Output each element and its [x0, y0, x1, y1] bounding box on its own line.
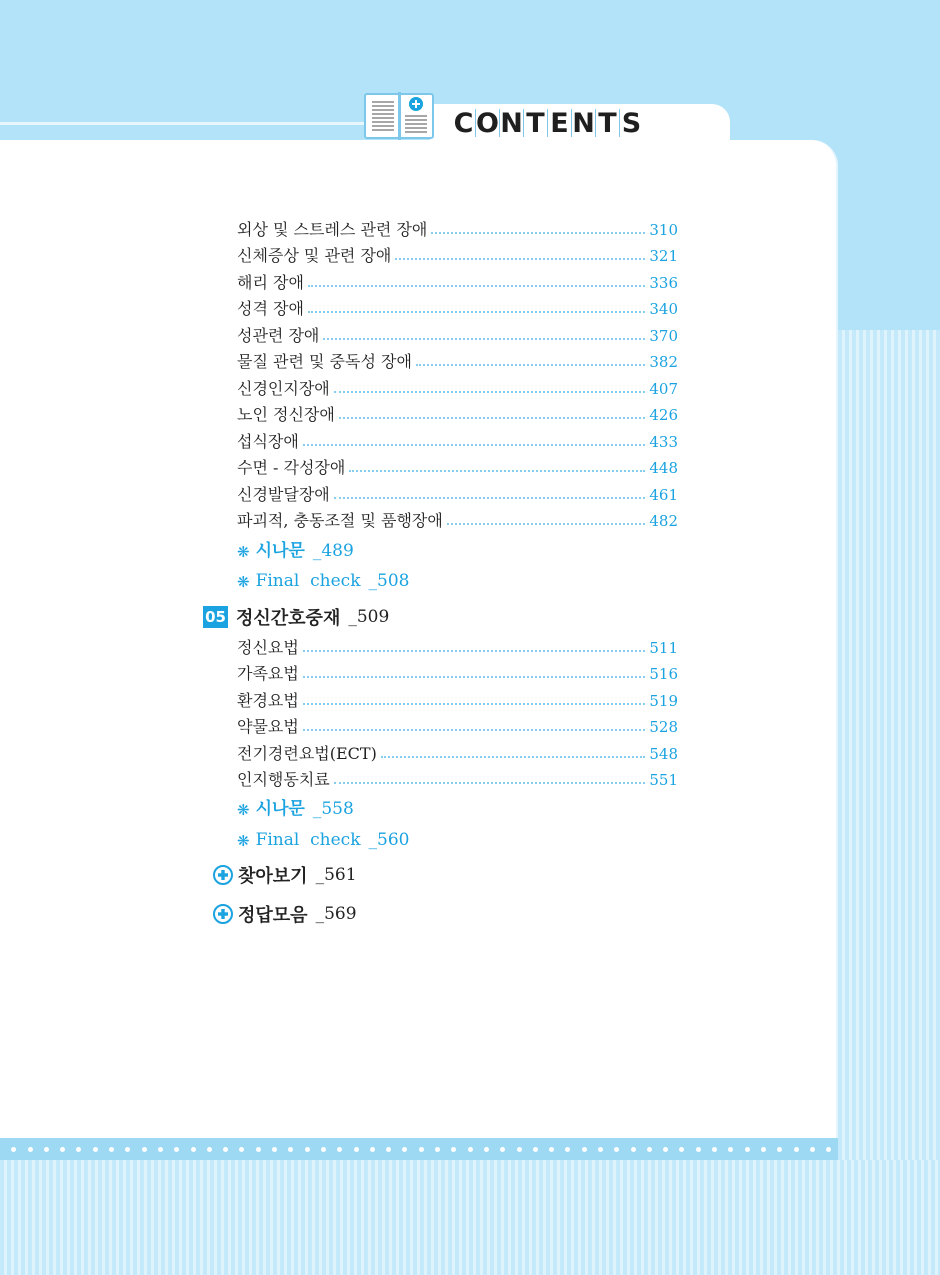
dot-leader [334, 497, 646, 499]
decorative-dot [679, 1147, 684, 1152]
decorative-dot [28, 1147, 33, 1152]
toc-entry-page: 516 [649, 665, 678, 683]
dot-leader [447, 523, 646, 525]
toc-entry-page: 511 [649, 639, 678, 657]
toc-entry[interactable] [237, 660, 678, 684]
decorative-dot [223, 1147, 228, 1152]
title-letter: N [500, 107, 523, 139]
decorative-dot [60, 1147, 65, 1152]
decorative-dot [794, 1147, 799, 1152]
toc-entry-label: 신경발달장애 [237, 485, 330, 504]
dot-leader [303, 650, 646, 652]
final-check-page: _560 [368, 830, 410, 850]
dot-leader [323, 338, 645, 340]
toc-entry-label: 인지행동치료 [237, 770, 330, 789]
appendix-page: _569 [315, 904, 357, 924]
dot-leader [303, 444, 646, 446]
bottom-stripe-background [0, 1160, 940, 1275]
dot-leader [339, 417, 646, 419]
decorative-dot [533, 1147, 538, 1152]
dot-leader [308, 311, 645, 313]
dot-leader [334, 391, 646, 393]
title-letter: T [598, 107, 617, 139]
decorative-dot [11, 1147, 16, 1152]
decorative-dot [582, 1147, 587, 1152]
chapter-number-badge: 05 [203, 606, 228, 628]
toc-entry-page: 336 [649, 274, 678, 292]
appendix-page: _561 [315, 865, 357, 885]
toc-entry-page: 433 [649, 433, 678, 451]
dot-leader [349, 470, 645, 472]
decorative-dot [174, 1147, 179, 1152]
toc-entry-page: 426 [649, 406, 678, 424]
decorative-dot [435, 1147, 440, 1152]
plus-circle-icon [213, 865, 233, 885]
toc-entry[interactable] [237, 269, 678, 293]
decorative-dot [354, 1147, 359, 1152]
toc-entry[interactable] [237, 348, 678, 372]
decorative-dot [696, 1147, 701, 1152]
decorative-dot [239, 1147, 244, 1152]
final-check-label: Final check [255, 830, 361, 850]
decorative-dot [712, 1147, 717, 1152]
decorative-dot [158, 1147, 163, 1152]
toc-entry[interactable] [237, 322, 678, 346]
toc-entry[interactable] [237, 242, 678, 266]
contents-title [452, 106, 643, 140]
decorative-dot [419, 1147, 424, 1152]
decorative-dot [484, 1147, 489, 1152]
toc-entry-page: 340 [649, 300, 678, 318]
appendix-title: 정답모음 [238, 905, 308, 926]
header-rule [0, 122, 370, 125]
toc-entry-label: 전기경련요법(ECT) [237, 744, 377, 763]
snowflake-icon: ❋ [237, 543, 250, 561]
toc-entry[interactable] [237, 740, 678, 764]
decorative-dot [44, 1147, 49, 1152]
toc-entry-page: 382 [649, 353, 678, 371]
dot-leader [303, 676, 646, 678]
decorative-dot [109, 1147, 114, 1152]
toc-entry-label: 성격 장애 [237, 299, 304, 318]
chapter-title: 정신간호중재 [236, 608, 341, 629]
decorative-dot [321, 1147, 326, 1152]
toc-entry-label: 정신요법 [237, 638, 299, 657]
toc-entry[interactable] [237, 713, 678, 737]
toc-entry-label: 신경인지장애 [237, 379, 330, 398]
toc-entry-label: 파괴적, 충동조절 및 품행장애 [237, 511, 443, 530]
toc-entry-page: 310 [649, 221, 678, 239]
toc-entry[interactable] [237, 687, 678, 711]
decorative-dot [207, 1147, 212, 1152]
decorative-dot [500, 1147, 505, 1152]
final-check-label: Final check [255, 571, 361, 591]
decorative-dot [386, 1147, 391, 1152]
toc-entry-label: 외상 및 스트레스 관련 장애 [237, 220, 428, 239]
snowflake-icon: ❋ [237, 573, 250, 591]
title-letter: E [550, 107, 569, 139]
final-check-page: _508 [368, 571, 410, 591]
scenario-entry[interactable] [237, 535, 362, 561]
appendix-entry-index[interactable] [213, 862, 357, 888]
scenario-page: _489 [312, 541, 354, 561]
decorative-dot [826, 1147, 831, 1152]
dotted-footer-bar [0, 1138, 838, 1160]
dot-leader [303, 703, 646, 705]
decorative-dot [272, 1147, 277, 1152]
toc-entry[interactable] [237, 216, 678, 240]
toc-entry-label: 수면 - 각성장애 [237, 458, 346, 477]
toc-entry-label: 해리 장애 [237, 273, 304, 292]
scenario-entry[interactable] [237, 793, 362, 819]
book-plus-icon [364, 92, 434, 140]
toc-entry-label: 환경요법 [237, 691, 299, 710]
decorative-dot [663, 1147, 668, 1152]
dot-leader [395, 258, 645, 260]
decorative-dot [745, 1147, 750, 1152]
decorative-dot [191, 1147, 196, 1152]
decorative-dot [288, 1147, 293, 1152]
decorative-dot [647, 1147, 652, 1152]
decorative-dot [565, 1147, 570, 1152]
toc-entry-label: 약물요법 [237, 717, 299, 736]
toc-entry-label: 섭식장애 [237, 432, 299, 451]
plus-circle-icon [213, 904, 233, 924]
scenario-page: _558 [312, 799, 354, 819]
toc-entry-label: 성관련 장애 [237, 326, 320, 345]
dot-leader [431, 232, 645, 234]
title-letter: N [572, 107, 595, 139]
appendix-title: 찾아보기 [238, 866, 308, 887]
toc-entry[interactable] [237, 634, 678, 658]
appendix-entry-answers[interactable] [213, 901, 357, 927]
decorative-dot [305, 1147, 310, 1152]
toc-entry-page: 321 [649, 247, 678, 265]
toc-entry[interactable] [237, 295, 678, 319]
scenario-label: 시나문 [255, 799, 305, 819]
toc-entry[interactable] [237, 375, 678, 399]
dot-leader [308, 285, 645, 287]
chapter-page: _509 [348, 607, 390, 627]
toc-entry-page: 370 [649, 327, 678, 345]
decorative-dot [142, 1147, 147, 1152]
snowflake-icon: ❋ [237, 832, 250, 850]
dot-leader [334, 782, 646, 784]
toc-entry-page: 461 [649, 486, 678, 504]
decorative-dot [598, 1147, 603, 1152]
final-check-entry[interactable] [237, 565, 417, 591]
title-letter: S [621, 107, 642, 139]
toc-entry[interactable] [237, 401, 678, 425]
toc-entry[interactable] [237, 766, 678, 790]
toc-entry-page: 551 [649, 771, 678, 789]
decorative-dot [337, 1147, 342, 1152]
toc-entry-page: 528 [649, 718, 678, 736]
decorative-dot [614, 1147, 619, 1152]
toc-entry-page: 448 [649, 459, 678, 477]
chapter-heading[interactable] [203, 604, 389, 630]
toc-entry[interactable] [237, 507, 678, 531]
toc-entry[interactable] [237, 481, 678, 505]
dot-leader [416, 364, 645, 366]
snowflake-icon: ❋ [237, 801, 250, 819]
toc-entry[interactable] [237, 428, 678, 452]
title-letter: O [476, 107, 499, 139]
toc-entry-page: 548 [649, 745, 678, 763]
toc-entry-label: 물질 관련 및 중독성 장애 [237, 352, 412, 371]
decorative-dot [728, 1147, 733, 1152]
toc-entry-page: 407 [649, 380, 678, 398]
toc-entry-label: 노인 정신장애 [237, 405, 335, 424]
decorative-dot [631, 1147, 636, 1152]
decorative-dot [549, 1147, 554, 1152]
toc-entry-page: 519 [649, 692, 678, 710]
decorative-dot [777, 1147, 782, 1152]
decorative-dot [370, 1147, 375, 1152]
scenario-label: 시나문 [255, 541, 305, 561]
decorative-dot [256, 1147, 261, 1152]
decorative-dot [402, 1147, 407, 1152]
toc-entry-page: 482 [649, 512, 678, 530]
decorative-dot [76, 1147, 81, 1152]
title-letter: C [453, 107, 474, 139]
decorative-dot [451, 1147, 456, 1152]
decorative-dot [125, 1147, 130, 1152]
toc-entry-label: 가족요법 [237, 664, 299, 683]
dot-leader [381, 756, 646, 758]
decorative-dot [468, 1147, 473, 1152]
decorative-dot [810, 1147, 815, 1152]
toc-entry[interactable] [237, 454, 678, 478]
final-check-entry[interactable] [237, 824, 417, 850]
dot-leader [303, 729, 646, 731]
decorative-dot [761, 1147, 766, 1152]
toc-entry-label: 신체증상 및 관련 장애 [237, 246, 392, 265]
title-letter: T [526, 107, 545, 139]
right-stripe-background [838, 330, 940, 1275]
decorative-dot [517, 1147, 522, 1152]
decorative-dot [93, 1147, 98, 1152]
